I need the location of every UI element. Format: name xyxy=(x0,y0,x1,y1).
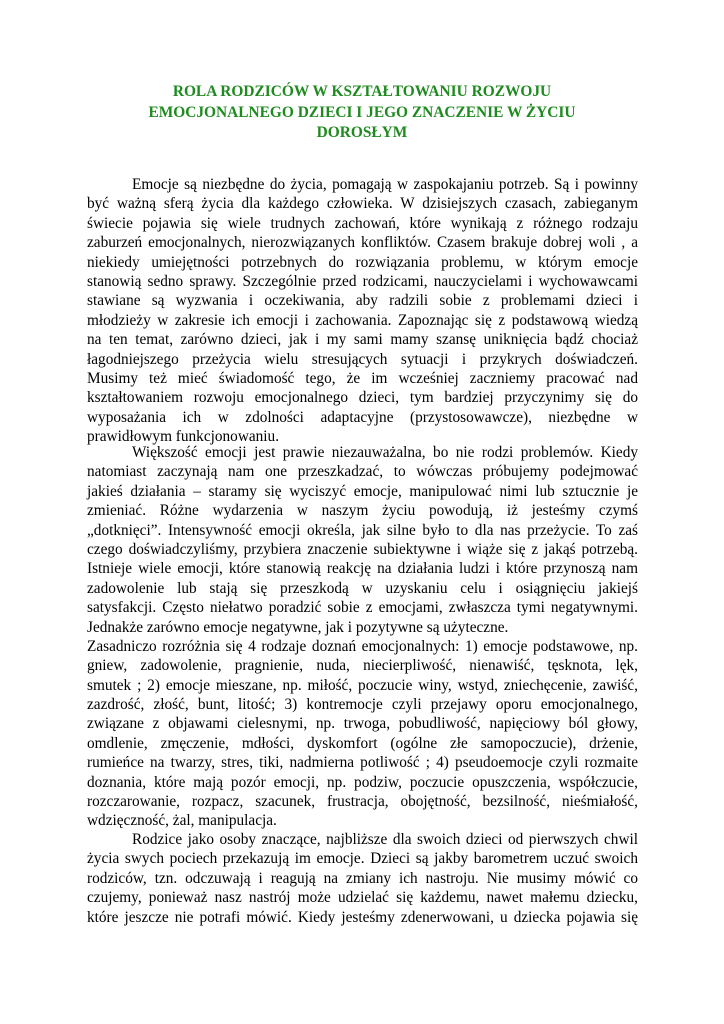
text-line: smutek ; 2) emocje mieszane, np. miłość, poczucie winy, wstyd, zniechęcenie, zawiść, xyxy=(87,676,638,694)
text-line: rozczarowanie, rozpacz, szacunek, frustracja, obojętność, bezsilność, nieśmiałość, xyxy=(87,793,638,811)
text-line: Istnieje wiele emocji, które stanowią reakcję na działania ludzi i które przynoszą nam xyxy=(87,560,638,578)
text-line: niekiedy umiejętności potrzebnych do rozwiązania problemu, w którym emocje xyxy=(87,253,638,271)
text-line: prawidłowym funkcjonowaniu. xyxy=(87,428,280,446)
text-line: związane z objawami cielesnymi, np. trwoga, pobudliwość, napięciowy ból głowy, xyxy=(87,715,638,733)
text-line: gniew, zadowolenie, pragnienie, nuda, niecierpliwość, nienawiść, tęsknota, lęk, xyxy=(87,657,638,675)
text-line: wdzięczność, żal, manipulacja. xyxy=(87,812,277,830)
title-line: EMOCJONALNEGO DZIECI I JEGO ZNACZENIE W ŻYCIU xyxy=(148,103,576,121)
text-line: Większość emocji jest prawie niezauważalna, bo nie rodzi problemów. Kiedy xyxy=(132,444,638,461)
text-line: jakieś działania – staramy się wyciszyć emocje, manipulować nimi lub sztucznie je xyxy=(87,482,638,500)
text-line: życia swych pociech przekazują im emocje. Dzieci są jakby barometrem uczuć swoich xyxy=(87,850,638,868)
text-line: stawiane są wyzwania i oczekiwania, aby radzili sobie z problemami dzieci i xyxy=(87,292,638,310)
text-line: zaburzeń emocjonalnych, nierozwiązanych konfliktów. Czasem brakuje dobrej woli , a xyxy=(87,234,638,252)
text-line: Musimy też mieć świadomość tego, że im wcześniej zaczniemy pracować nad xyxy=(87,369,638,387)
text-line: łagodniejszego przeżycia wielu stresujących sytuacji i przykrych doświadczeń. xyxy=(87,350,638,368)
text-line: zadowolenie lub stają się przeszkodą w uzyskaniu celu i osiągnięciu jakiejś xyxy=(87,579,638,597)
title-line: DOROSŁYM xyxy=(316,124,408,141)
text-line: Jednakże zarówno emocje negatywne, jak i pozytywne są użyteczne. xyxy=(87,618,509,636)
page-title xyxy=(100,82,624,144)
text-line: zazdrość, złość, bunt, litość; 3) kontremocje czyli przejawy oporu emocjonalnego, xyxy=(87,696,638,714)
paragraph-emotion-types xyxy=(87,443,638,831)
title-line: ROLA RODZICÓW W KSZTAŁTOWANIU ROZWOJU xyxy=(172,83,552,100)
text-line: omdlenie, zmęczenie, mdłości, dyskomfort (ogólne złe samopoczucie), drżenie, xyxy=(87,734,638,752)
text-line: być ważną sferą życia dla każdego człowieka. W dzisiejszych czasach, zabieganym xyxy=(87,195,638,213)
text-line: wyposażania ich w zdolności adaptacyjne (przystosowawcze), niezbędne w xyxy=(87,408,638,426)
text-line: zmieniać. Różne wydarzenia w naszym życiu powodują, iż jesteśmy czymś xyxy=(87,502,638,520)
text-line: czujemy, ponieważ nasz nastrój może udzielać się każdemu, nawet małemu dziecku, xyxy=(87,889,638,907)
paragraph-parents-role xyxy=(87,830,638,927)
text-line: natomiast zaczynają nam one przeszkadzać, to wówczas próbujemy podejmować xyxy=(87,463,638,481)
text-line: satysfakcji. Często niełatwo poradzić sobie z emocjami, zwłaszcza tymi negatywnymi. xyxy=(87,599,638,617)
text-line: rodziców, tzn. odczuwają i reagują na zmiany ich nastroju. Nie musimy mówić co xyxy=(87,869,638,887)
text-line: stanowią sedno sprawy. Szczególnie przed rodzicami, nauczycielami i wychowawcami xyxy=(87,272,638,290)
text-line: świecie pojawia się wiele trudnych zachowań, które wynikają z różnego rodzaju xyxy=(87,214,638,232)
text-line: Emocje są niezbędne do życia, pomagają w zaspokajaniu potrzeb. Są i powinny xyxy=(132,176,638,193)
text-line: które jeszcze nie potrafi mówić. Kiedy jesteśmy zdenerwowani, u dziecka pojawia się xyxy=(87,908,638,926)
text-line: Zasadniczo rozróżnia się 4 rodzaje doznań emocjonalnych: 1) emocje podstawowe, np. xyxy=(87,637,638,655)
text-line: Rodzice jako osoby znaczące, najbliższe dla swoich dzieci od pierwszych chwil xyxy=(132,831,638,848)
text-line: kształtowaniem rozwoju emocjonalnego dzieci, tym bardziej przyczynimy się do xyxy=(87,389,638,407)
text-line: na ten temat, zarówno dzieci, jak i my sami mamy szansę uniknięcia bądź chociaż xyxy=(87,331,638,349)
paragraph-emotions-intro xyxy=(87,175,638,446)
text-line: doznania, które mają pozór emocji, np. podziw, poczucie opuszczenia, współczucie, xyxy=(87,773,638,791)
text-line: rumieńce na twarzy, stres, tiki, nadmierna potliwość ; 4) pseudoemocje czyli rozmaite xyxy=(87,754,638,772)
text-line: „dotknięci”. Intensywność emocji określa, jak silne było to dla nas przeżycie. To zaś xyxy=(87,521,638,539)
text-line: młodzieży w zakresie ich emocji i zachowania. Zapoznając się z podstawową wiedzą xyxy=(87,311,638,329)
text-line: czego doświadczyliśmy, przybiera znaczenie subiektywne i wiąże się z jakąś potrzebą. xyxy=(87,540,638,558)
